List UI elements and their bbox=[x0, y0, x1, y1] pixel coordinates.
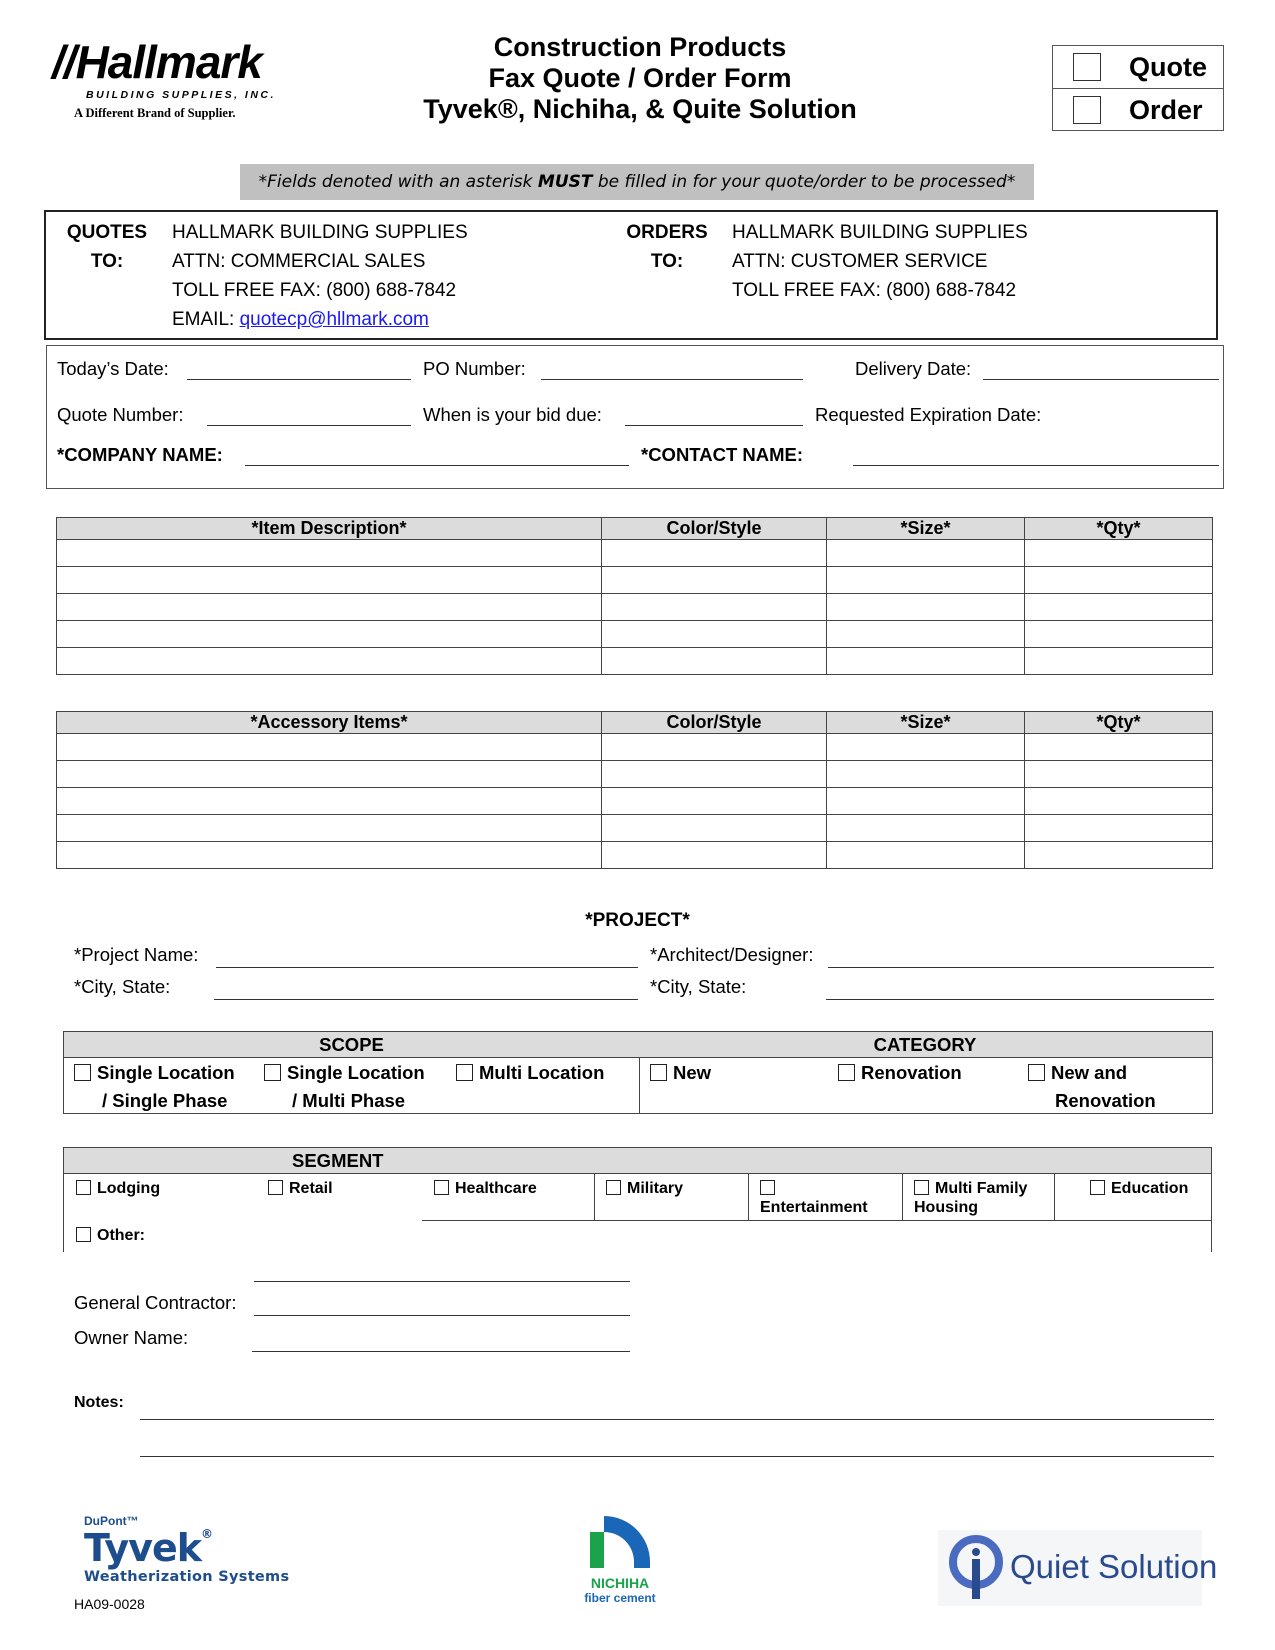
checkbox[interactable] bbox=[76, 1180, 91, 1195]
notes-input-line-1[interactable] bbox=[140, 1418, 1214, 1420]
table-cell-input[interactable] bbox=[602, 540, 827, 567]
table-cell-input[interactable] bbox=[57, 540, 602, 567]
notice-emphasis: MUST bbox=[537, 172, 593, 192]
accessory-row bbox=[57, 734, 1213, 761]
segment-option-multi-family-housing[interactable]: Multi Family Housing bbox=[914, 1180, 1028, 1216]
checkbox[interactable] bbox=[914, 1180, 929, 1195]
table-cell-input[interactable] bbox=[57, 842, 602, 869]
segment-option-lodging[interactable]: Lodging bbox=[76, 1179, 160, 1198]
table-cell-input[interactable] bbox=[1025, 648, 1213, 675]
table-cell-input[interactable] bbox=[1025, 734, 1213, 761]
table-cell-input[interactable] bbox=[1025, 540, 1213, 567]
hallmark-logo bbox=[52, 36, 332, 121]
table-cell-input[interactable] bbox=[1025, 621, 1213, 648]
title-line-2: Fax Quote / Order Form bbox=[488, 63, 792, 93]
accessory-row bbox=[57, 788, 1213, 815]
owner-name-label: Owner Name: bbox=[74, 1327, 189, 1348]
title-line-1: Construction Products bbox=[493, 32, 787, 62]
checkbox[interactable] bbox=[76, 1227, 91, 1242]
checkbox[interactable] bbox=[760, 1180, 775, 1195]
other-segment-input[interactable] bbox=[254, 1280, 630, 1282]
item-row bbox=[57, 621, 1213, 648]
tyvek-brand: DuPont™ bbox=[84, 1514, 139, 1528]
tyvek-registered-mark: ® bbox=[201, 1527, 212, 1541]
checkbox[interactable] bbox=[650, 1064, 667, 1081]
table-cell-input[interactable] bbox=[1025, 815, 1213, 842]
table-cell-input[interactable] bbox=[602, 761, 827, 788]
segment-option-other[interactable]: Other: bbox=[76, 1226, 145, 1245]
table-cell-input[interactable] bbox=[827, 594, 1025, 621]
qty-header: *Qty* bbox=[1025, 518, 1213, 540]
tyvek-subtitle: Weatherization Systems bbox=[84, 1569, 290, 1585]
table-cell-input[interactable] bbox=[57, 788, 602, 815]
table-cell-input[interactable] bbox=[57, 815, 602, 842]
accessory-table bbox=[56, 711, 1213, 869]
notice-prefix: *Fields denoted with an asterisk bbox=[258, 172, 538, 192]
accessory-items-header: *Accessory Items* bbox=[57, 712, 602, 734]
item-row bbox=[57, 567, 1213, 594]
project-name-label: *Project Name: bbox=[74, 944, 199, 965]
table-cell-input[interactable] bbox=[1025, 788, 1213, 815]
item-row bbox=[57, 648, 1213, 675]
table-cell-input[interactable] bbox=[1025, 567, 1213, 594]
category-section bbox=[638, 1031, 1213, 1114]
table-cell-input[interactable] bbox=[602, 648, 827, 675]
segment-option-retail[interactable]: Retail bbox=[268, 1179, 333, 1198]
project-heading: *PROJECT* bbox=[585, 910, 690, 931]
table-cell-input[interactable] bbox=[57, 761, 602, 788]
table-cell-input[interactable] bbox=[602, 594, 827, 621]
table-cell-input[interactable] bbox=[602, 621, 827, 648]
item-row bbox=[57, 594, 1213, 621]
table-cell-input[interactable] bbox=[827, 734, 1025, 761]
todays-date-input[interactable] bbox=[187, 378, 411, 380]
segment-heading: SEGMENT bbox=[64, 1148, 1211, 1174]
item-row bbox=[57, 540, 1213, 567]
table-cell-input[interactable] bbox=[57, 648, 602, 675]
notes-input-line-2[interactable] bbox=[140, 1455, 1214, 1457]
checkbox[interactable] bbox=[838, 1064, 855, 1081]
orders-to-label: ORDERS TO: bbox=[626, 222, 708, 272]
table-cell-input[interactable] bbox=[57, 594, 602, 621]
notes-label: Notes: bbox=[74, 1394, 124, 1411]
color-style-header: Color/Style bbox=[602, 712, 827, 734]
qty-header: *Qty* bbox=[1025, 712, 1213, 734]
checkbox[interactable] bbox=[1028, 1064, 1045, 1081]
general-contractor-label: General Contractor: bbox=[74, 1292, 237, 1313]
checkbox[interactable] bbox=[264, 1064, 281, 1081]
city-state-label-1: *City, State: bbox=[74, 976, 171, 997]
scope-section bbox=[63, 1031, 640, 1114]
scope-option-single-single[interactable]: Single Location / Single Phase bbox=[74, 1059, 235, 1115]
nichiha-mark-icon bbox=[584, 1516, 656, 1568]
checkbox[interactable] bbox=[434, 1180, 449, 1195]
nichiha-logo bbox=[584, 1516, 656, 1605]
city-state-input-1[interactable] bbox=[214, 998, 638, 1000]
form-title bbox=[360, 32, 920, 125]
owner-name-input[interactable] bbox=[252, 1350, 630, 1352]
notice-suffix: be filled in for your quote/order to be processed* bbox=[592, 172, 1016, 192]
item-description-header: *Item Description* bbox=[57, 518, 602, 540]
segment-option-military[interactable]: Military bbox=[606, 1179, 683, 1198]
logo-tagline: A Different Brand of Supplier. bbox=[74, 106, 236, 120]
company-name-label: *COMPANY NAME: bbox=[57, 444, 223, 465]
logo-subtitle: BUILDING SUPPLIES, INC. bbox=[86, 89, 276, 101]
nichiha-subtitle: fiber cement bbox=[584, 1591, 656, 1605]
table-cell-input[interactable] bbox=[602, 788, 827, 815]
project-name-input[interactable] bbox=[216, 966, 638, 968]
size-header: *Size* bbox=[827, 518, 1025, 540]
orders-address: HALLMARK BUILDING SUPPLIES ATTN: CUSTOMER SERVICE TOLL FREE FAX: (800) 688-7842 bbox=[732, 222, 1028, 301]
bid-due-input[interactable] bbox=[625, 424, 803, 426]
contact-name-input[interactable] bbox=[853, 464, 1219, 466]
order-checkbox[interactable] bbox=[1073, 96, 1101, 124]
delivery-date-input[interactable] bbox=[983, 378, 1219, 380]
todays-date-label: Today’s Date: bbox=[57, 358, 169, 379]
table-cell-input[interactable] bbox=[827, 567, 1025, 594]
general-contractor-input[interactable] bbox=[254, 1314, 630, 1316]
city-state-label-2: *City, State: bbox=[650, 976, 747, 997]
category-option-new[interactable]: New bbox=[650, 1059, 711, 1087]
scope-heading: SCOPE bbox=[64, 1032, 639, 1058]
color-style-header: Color/Style bbox=[602, 518, 827, 540]
tyvek-name: Tyvek bbox=[84, 1526, 201, 1570]
company-name-input[interactable] bbox=[245, 464, 629, 466]
order-info-section bbox=[46, 345, 1224, 489]
segment-option-entertainment[interactable]: Entertainment bbox=[760, 1179, 868, 1217]
table-cell-input[interactable] bbox=[827, 842, 1025, 869]
required-fields-notice bbox=[240, 164, 1034, 200]
table-cell-input[interactable] bbox=[57, 567, 602, 594]
scope-option-single-multi[interactable]: Single Location / Multi Phase bbox=[264, 1059, 425, 1115]
architect-label: *Architect/Designer: bbox=[650, 944, 814, 965]
po-number-label: PO Number: bbox=[423, 358, 526, 379]
po-number-input[interactable] bbox=[541, 378, 803, 380]
table-cell-input[interactable] bbox=[1025, 594, 1213, 621]
table-cell-input[interactable] bbox=[1025, 842, 1213, 869]
quiet-solution-name: Quiet Solution bbox=[1010, 1548, 1218, 1585]
checkbox[interactable] bbox=[606, 1180, 621, 1195]
table-cell-input[interactable] bbox=[827, 788, 1025, 815]
architect-input[interactable] bbox=[828, 966, 1214, 968]
quote-number-label: Quote Number: bbox=[57, 404, 184, 425]
checkbox[interactable] bbox=[74, 1064, 91, 1081]
expiration-date-label: Requested Expiration Date: bbox=[815, 404, 1042, 425]
table-cell-input[interactable] bbox=[602, 567, 827, 594]
quotes-email-link[interactable]: quotecp@hllmark.com bbox=[239, 309, 429, 330]
category-option-renovation[interactable]: Renovation bbox=[838, 1059, 962, 1087]
item-table bbox=[56, 517, 1213, 675]
city-state-input-2[interactable] bbox=[826, 998, 1214, 1000]
checkbox[interactable] bbox=[1090, 1180, 1105, 1195]
segment-option-healthcare[interactable]: Healthcare bbox=[434, 1179, 537, 1198]
contact-name-label: *CONTACT NAME: bbox=[641, 444, 804, 465]
checkbox[interactable] bbox=[456, 1064, 473, 1081]
table-cell-input[interactable] bbox=[602, 815, 827, 842]
quiet-solution-mark-icon bbox=[948, 1534, 1004, 1602]
accessory-row bbox=[57, 842, 1213, 869]
table-cell-input[interactable] bbox=[602, 734, 827, 761]
table-cell-input[interactable] bbox=[602, 842, 827, 869]
table-cell-input[interactable] bbox=[827, 540, 1025, 567]
quote-number-input[interactable] bbox=[207, 424, 411, 426]
quotes-to-label: QUOTES TO: bbox=[66, 222, 148, 272]
form-type-selector bbox=[1052, 45, 1224, 131]
category-heading: CATEGORY bbox=[638, 1032, 1212, 1058]
logo-name: Hallmark bbox=[75, 36, 262, 88]
table-cell-input[interactable] bbox=[827, 648, 1025, 675]
quote-checkbox[interactable] bbox=[1073, 53, 1101, 81]
table-cell-input[interactable] bbox=[827, 761, 1025, 788]
logo-bars: // bbox=[52, 36, 76, 88]
quiet-solution-logo bbox=[938, 1530, 1218, 1606]
table-cell-input[interactable] bbox=[57, 621, 602, 648]
order-label: Order bbox=[1129, 94, 1203, 125]
scope-option-multi-location[interactable]: Multi Location bbox=[456, 1059, 604, 1087]
size-header: *Size* bbox=[827, 712, 1025, 734]
table-cell-input[interactable] bbox=[827, 621, 1025, 648]
nichiha-name: NICHIHA bbox=[590, 1575, 650, 1591]
quote-label: Quote bbox=[1129, 51, 1207, 82]
accessory-row bbox=[57, 761, 1213, 788]
bid-due-label: When is your bid due: bbox=[423, 404, 602, 425]
order-option[interactable] bbox=[1053, 89, 1223, 131]
checkbox[interactable] bbox=[268, 1180, 283, 1195]
tyvek-logo bbox=[84, 1514, 289, 1586]
form-code: HA09-0028 bbox=[74, 1596, 145, 1612]
delivery-date-label: Delivery Date: bbox=[855, 358, 972, 379]
table-cell-input[interactable] bbox=[1025, 761, 1213, 788]
quote-option[interactable] bbox=[1053, 46, 1223, 89]
category-option-new-and-renovation[interactable]: New and Renovation bbox=[1028, 1059, 1156, 1115]
title-line-3: Tyvek®, Nichiha, & Quite Solution bbox=[423, 94, 857, 124]
accessory-row bbox=[57, 815, 1213, 842]
table-cell-input[interactable] bbox=[827, 815, 1025, 842]
address-box bbox=[44, 210, 1218, 340]
segment-section bbox=[63, 1147, 1212, 1252]
table-cell-input[interactable] bbox=[57, 734, 602, 761]
segment-option-education[interactable]: Education bbox=[1090, 1179, 1188, 1198]
quotes-address: HALLMARK BUILDING SUPPLIES ATTN: COMMERCIAL SALES TOLL FREE FAX: (800) 688-7842 EMAIL: quotecp@hllmark.com bbox=[172, 222, 468, 330]
